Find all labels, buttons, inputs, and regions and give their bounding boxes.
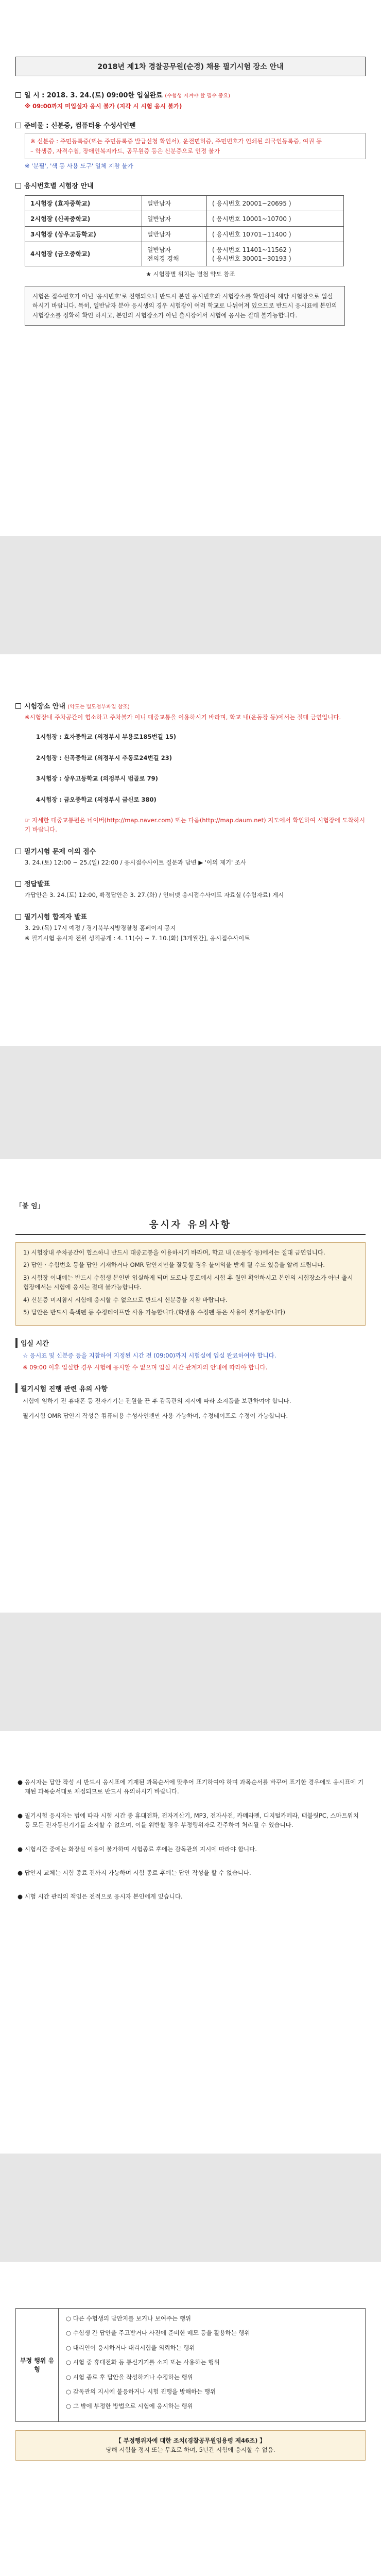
entry-time-body: ☆ 응시표 및 신분증 등을 지참하여 지정된 시간 전 (09:00)까지 시험실에 입실 완료하여야 합니다. xyxy=(23,1352,276,1360)
location-note: ※시험장내 주차공간이 협소하고 주차불가 이니 대중교통을 이용하시기 바라며, 학교 내(운동장 등)에서는 절대 금연입니다. xyxy=(25,714,341,721)
page-title: 2018년 제1차 경찰공무원(순경) 채용 필기시험 장소 안내 xyxy=(15,57,366,76)
table-row xyxy=(25,195,344,211)
site-place: 4시험장 (금오중학교) xyxy=(25,242,142,266)
section-answer: 정답발표 xyxy=(15,878,366,888)
list-item: ○ 그 밖에 부정한 방법으로 시험에 응시하는 행위 xyxy=(66,2402,193,2410)
site-type: 일반남자 xyxy=(142,211,206,226)
site-range: ( 응시번호 11401~11562 ) ( 응시번호 30001~30193 ) xyxy=(206,242,343,266)
site-table-note: ★ 시험장별 위치는 별첨 약도 참조 xyxy=(146,270,235,278)
list-item: ● 시험시간 중에는 화장실 이용이 불가하며 시험종료 후에는 감독관의 지시에 따라야 합니다. xyxy=(18,1845,257,1853)
entry-time-note: ※ 09:00 이후 입실한 경우 시험에 응시할 수 없으며 입실 시간 관계자의 안내에 따라야 합니다. xyxy=(23,1363,268,1371)
supplies-note-3: ※ '분필', '색 등 사용 도구' 일체 지참 불가 xyxy=(25,162,133,170)
section-exam-sites: 응시번호별 시험장 안내 xyxy=(15,180,366,190)
site-address: 4시험장 : 금오중학교 (의정부시 금신로 380) xyxy=(36,795,157,803)
results-body-2: ※ 필기시험 응시자 전원 성적공개 : 4. 11(수) ~ 7. 10.(화) [3개월간], 응시접수사이트 xyxy=(25,934,250,942)
misconduct-label: 부정 행위 유형 xyxy=(16,2309,59,2421)
page-gap xyxy=(0,536,381,654)
conduct-body-1: 시험에 임하기 전 휴대폰 등 전자기기는 전원을 끈 후 감독관의 지시에 따라 소지품을 보관하여야 합니다. xyxy=(23,1397,291,1405)
page-3 xyxy=(0,1159,381,1613)
table-row xyxy=(25,242,344,266)
transport-hint: ☞ 자세한 대중교통편은 네이버(http://map.naver.com) 또는 다음(http://map.daum.net) 지도에서 확인하여 시험장에 도착하시기 바랍니다. xyxy=(25,816,365,834)
site-address: 2시험장 : 신곡중학교 (의정부시 추동로24번길 23) xyxy=(36,754,172,761)
list-item: ● 응시자는 답안 작성 시 반드시 응시표에 기재된 과목순서에 맞추어 표기하여야 하며 과목순서를 바꾸어 표기한 경우에도 응시표에 기재된 과목순서대로 채점되므로 반드시 유의하시기 바랍니다. xyxy=(18,1778,364,1795)
rule-item: 2) 답안 · 수험번호 등을 답안 기재하거나 OMR 답안지만을 잘못할 경우 불이익을 받게 될 수도 있음을 알려 드립니다. xyxy=(23,1261,325,1269)
penalty-title: 【 부정행위자에 대한 조치(경찰공무원임용령 제46조) 】 xyxy=(115,2436,266,2444)
list-item: ● 시험 시간 관리의 책임은 전적으로 응시자 본인에게 있습니다. xyxy=(18,1893,183,1901)
rule-item: 4) 신분증 미지참시 시험에 응시할 수 없으므로 반드시 신분증을 지참 바랍니다. xyxy=(23,1296,228,1303)
site-range: ( 응시번호 20001~20695 ) xyxy=(206,195,343,211)
results-body-1: 3. 29.(목) 17시 예정 / 경기북부지방경찰청 홈페이지 공지 xyxy=(25,924,176,931)
attachment-tag: 「붙 임」 xyxy=(15,1202,44,1210)
penalty-box xyxy=(15,2430,366,2461)
misconduct-table xyxy=(15,2308,366,2422)
section-results: 필기시험 합격자 발표 xyxy=(15,911,366,921)
list-item: ○ 대리인이 응시하거나 대리시험을 의뢰하는 행위 xyxy=(66,2344,195,2351)
list-item: ○ 시험 중 휴대전화 등 통신기기를 소지 또는 사용하는 행위 xyxy=(66,2359,220,2366)
notice-title: 응시자 유의사항 xyxy=(149,1219,232,1230)
section-entry-time: 입실 시간 xyxy=(15,1338,366,1348)
objection-body: 3. 24.(토) 12:00 ~ 25.(일) 22:00 / 응시접수사이트 질문과 답변 ▶ '이의 제기' 조사 xyxy=(25,858,247,866)
list-item: ○ 시험 종료 후 답안을 작성하거나 수정하는 행위 xyxy=(66,2373,193,2381)
rule-item: 1) 시험장내 주차공간이 협소하니 반드시 대중교통을 이용하시기 바라며, 학교 내 (운동장 등)에서는 절대 금연입니다. xyxy=(23,1249,325,1256)
page-2 xyxy=(0,654,381,1046)
list-item: ○ 수험생 간 답안을 주고받거나 사전에 준비한 메모 등을 활용하는 행위 xyxy=(66,2329,250,2337)
page-5 xyxy=(0,2262,381,2576)
site-place: 3시험장 (상우고등학교) xyxy=(25,226,142,242)
section-location: 시험장소 안내 (약도는 별도첨부파일 참조) xyxy=(15,701,366,710)
list-item: ○ 감독관의 지시에 불응하거나 시험 진행을 방해하는 행위 xyxy=(66,2387,216,2395)
page-gap xyxy=(0,1046,381,1159)
list-item: ● 필기시험 응시자는 법에 따라 시험 시간 중 휴대전화, 전자계산기, MP3, 전자사전, 카메라펜, 디지털카메라, 태블릿PC, 스마트워치 등 모든 전자통신기기를 소지할 수 없으며, 이를 위반할 경우 부정행위자로 간주하여 처리될 수 있습니다. xyxy=(18,1811,359,1829)
conduct-body-2: 필기시험 OMR 답안지 작성은 컴퓨터용 수성사인펜만 사용 가능하며, 수정테이프로 수정이 가능합니다. xyxy=(23,1412,288,1419)
answer-body: 가답안은 3. 24.(토) 12:00, 확정답안은 3. 27.(화) / 인터넷 응시접수사이트 자료실 (수험자료) 게시 xyxy=(25,891,284,899)
site-place: 1시험장 (효자중학교) xyxy=(25,195,142,211)
supplies-note-1: ※ 신분증 : 주민등록증(또는 주민등록증 발급신청 확인서), 운전면허증, 주민번호가 인쇄된 외국인등록증, 여권 등 xyxy=(30,138,322,145)
rule-item: 3) 시험장 이내에는 반드시 수험생 본인만 입실하게 되며 도로나 통로에서 시험 후 원인 확인하시고 본인의 시험장소가 아닌 출시험장에서는 시험에 응시는 절대 불가능합니다. xyxy=(23,1274,353,1291)
page-gap xyxy=(0,1613,381,1731)
section-objection: 필기시험 문제 이의 접수 xyxy=(15,846,366,856)
section-schedule: 일 시 : 2018. 3. 24.(토) 09:00한 입실완료 (수험생 지켜야 할 필수 중요) xyxy=(15,90,366,99)
rule-item: 5) 답안은 반드시 흑색펜 등 수정테이프만 사용 가능합니다.(학생용 수정펜 등은 사용이 불가능합니다) xyxy=(23,1308,285,1316)
site-type: 일반남자 전의경 경채 xyxy=(142,242,206,266)
section-supplies: 준비물 : 신분증, 컴퓨터용 수성사인펜 xyxy=(15,120,366,130)
page-4 xyxy=(0,1731,381,2154)
site-type: 일반남자 xyxy=(142,195,206,211)
site-table xyxy=(25,195,344,266)
list-item: ● 답안지 교체는 시험 종료 전까지 가능하며 시험 종료 후에는 답안 작성을 할 수 없습니다. xyxy=(18,1869,251,1876)
site-address: 3시험장 : 상우고등학교 (의정부시 범골로 79) xyxy=(36,775,158,783)
site-range: ( 응시번호 10701~11400 ) xyxy=(206,226,343,242)
list-item: ○ 다른 수험생의 답안지를 보거나 보여주는 행위 xyxy=(66,2315,192,2322)
page-1 xyxy=(0,0,381,536)
site-type: 일반남자 xyxy=(142,226,206,242)
table-row xyxy=(25,226,344,242)
site-address: 1시험장 : 효자중학교 (의정부시 부용로185번길 15) xyxy=(36,733,176,741)
rules-box xyxy=(15,1242,366,1326)
site-place: 2시험장 (신곡중학교) xyxy=(25,211,142,226)
section-exam-conduct: 필기시험 진행 관련 유의 사항 xyxy=(15,1383,366,1393)
supplies-note-2: – 학생증, 자격수첩, 장애인복지카드, 공무원증 등은 신분증으로 인정 불가 xyxy=(30,147,220,155)
schedule-note: ※ 09:00까지 미입실자 응시 불가 (지각 시 시험 응시 불가) xyxy=(25,103,182,110)
site-range: ( 응시번호 10001~10700 ) xyxy=(206,211,343,226)
table-row xyxy=(25,211,344,226)
site-notice: 시험은 접수번호가 아닌 '응시번호'로 진행되오니 반드시 본인 응시번호와 시험장소를 확인하여 해당 시험장으로 입실하시기 바랍니다. 특히, 일반남자 분야 응시생의 경우 시험장이 여러 학교로 나뉘어져 있으므로 반드시 응시표에 본인의 시험장소를 정확히 확인 하시고, 본인의 시험장소가 아닌 출시장에서 시험에 응시는 절대 불가능합니다. xyxy=(32,292,337,319)
page-gap xyxy=(0,2154,381,2262)
penalty-body: 당해 시험을 정지 또는 무효로 하며, 5년간 시험에 응시할 수 없음. xyxy=(106,2446,275,2454)
